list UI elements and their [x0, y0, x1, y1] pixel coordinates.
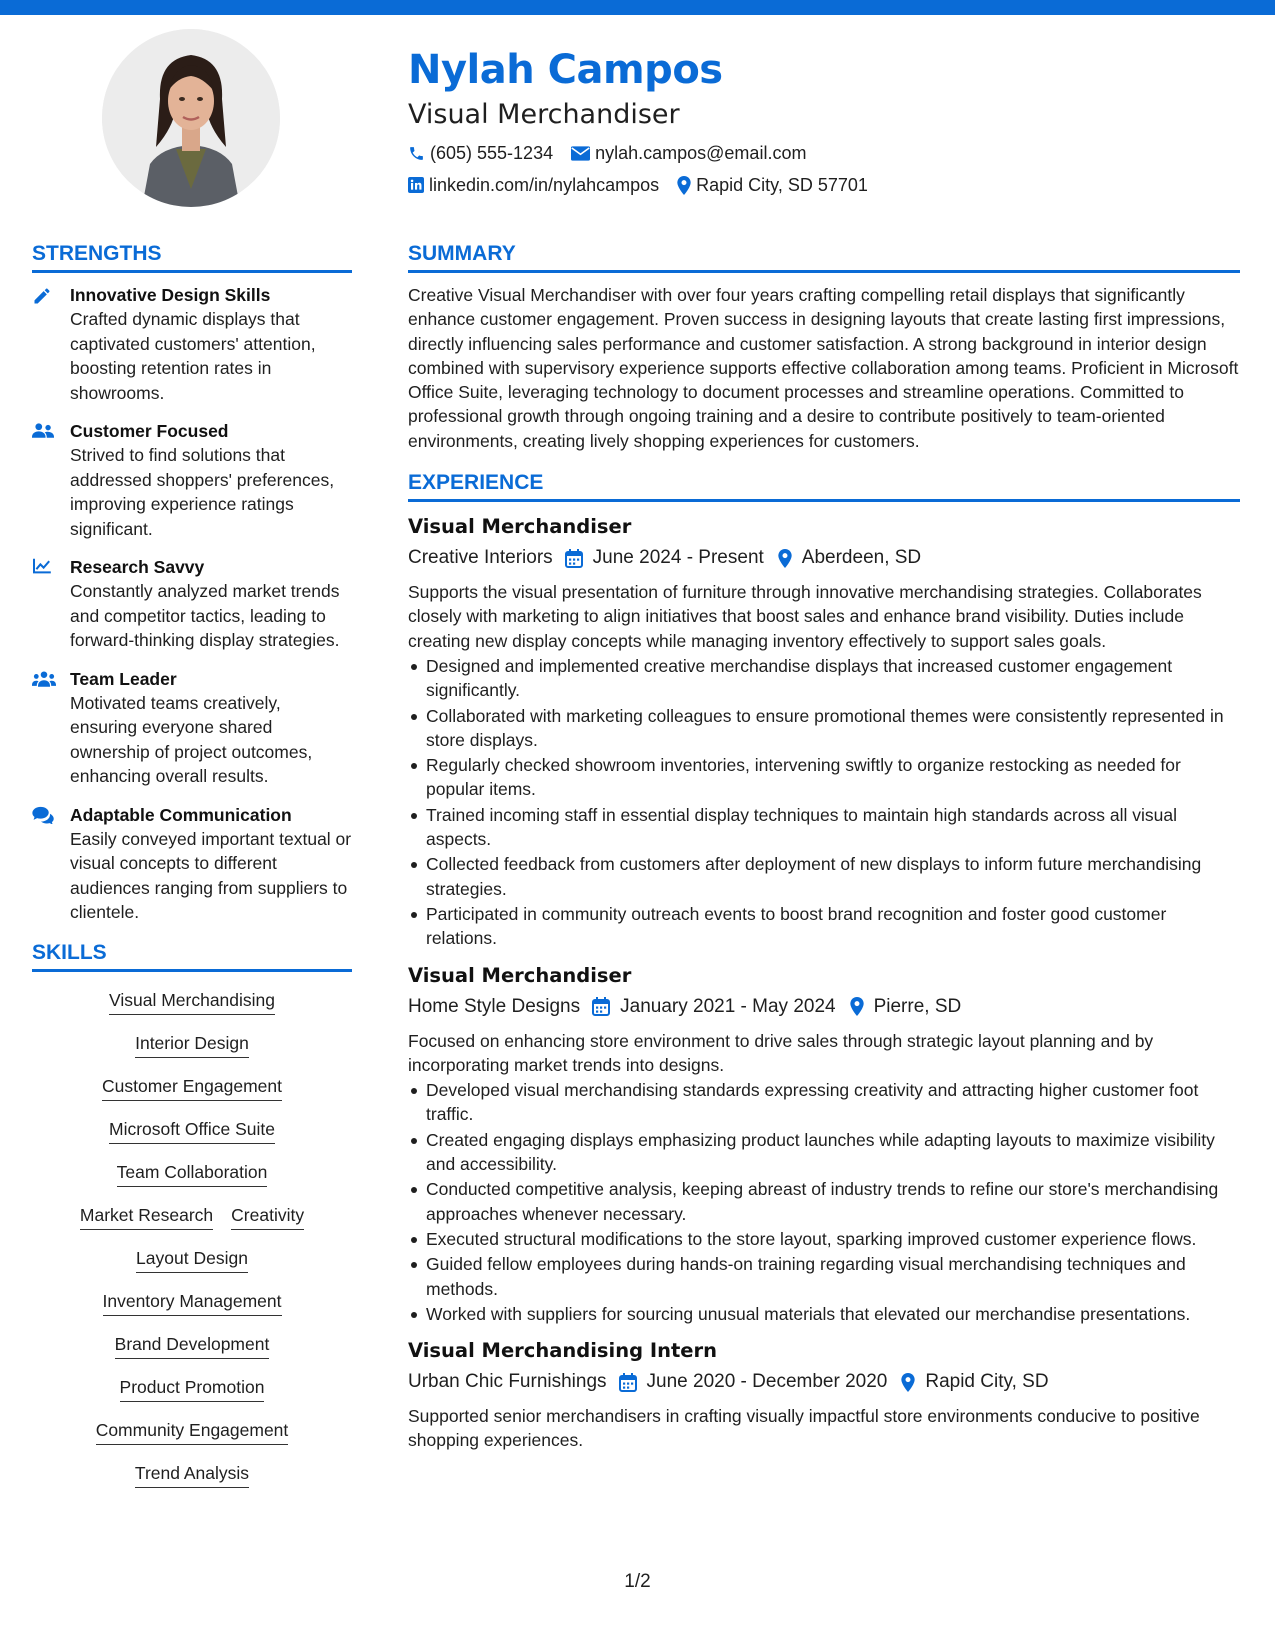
skill-tag: Community Engagement: [96, 1410, 289, 1445]
left-column: [32, 240, 352, 1496]
strength-item: [32, 419, 352, 541]
summary-heading: SUMMARY: [408, 240, 1240, 273]
linkedin-icon: [408, 177, 424, 193]
contact-location: [677, 170, 868, 200]
list-item: Collaborated with marketing colleagues to ensure promotional themes were consistently represented in store displays.: [408, 704, 1240, 753]
list-item: Participated in community outreach events to boost brand recognition and foster good customer relations.: [408, 902, 1240, 951]
contact-row-2: [408, 170, 1238, 200]
job-company: Urban Chic Furnishings: [408, 1371, 607, 1393]
strength-desc: Easily conveyed important textual or visual concepts to different audiences ranging from suppliers to clientele.: [70, 828, 352, 922]
envelope-icon: [571, 146, 590, 161]
strength-title: Customer Focused: [70, 421, 229, 441]
contact-email[interactable]: [571, 138, 806, 168]
page-number: 1/2: [624, 1571, 651, 1592]
skill-tag: Interior Design: [135, 1023, 249, 1058]
job-company: Home Style Designs: [408, 995, 581, 1017]
email-address[interactable]: nylah.campos@email.com: [595, 143, 807, 163]
list-item: Regularly checked showroom inventories, intervening swiftly to organize restocking as needed for popular items.: [408, 753, 1240, 802]
list-item: Created engaging displays emphasizing product launches while adapting layouts to maximize visibility and accessibility.: [408, 1128, 1240, 1177]
skill-tag: Visual Merchandising: [109, 980, 275, 1015]
pencil-icon: [32, 286, 52, 306]
map-pin-icon: [901, 1373, 915, 1392]
skill-tag: Market Research: [80, 1195, 213, 1230]
list-item: Collected feedback from customers after deployment of new displays to inform future merchandising strategies.: [408, 852, 1240, 901]
strength-item: [32, 803, 352, 925]
strength-desc: Crafted dynamic displays that captivated customers' attention, boosting retention rates in showrooms.: [70, 309, 316, 403]
strength-item: [32, 667, 352, 789]
team-icon: [32, 670, 56, 688]
job-location: Pierre, SD: [873, 995, 962, 1017]
job-dates: June 2020 - December 2020: [646, 1371, 888, 1393]
strength-title: Adaptable Communication: [70, 804, 292, 825]
job-entry: [408, 1336, 1240, 1453]
candidate-name: Nylah Campos: [408, 47, 723, 93]
job-title: Visual Merchandiser: [408, 963, 632, 987]
job-bullets: [408, 1078, 1240, 1326]
job-company: Creative Interiors: [408, 547, 553, 569]
map-pin-icon: [677, 176, 691, 195]
job-description: Supported senior merchandisers in crafting visually impactful store environments conducive to positive shopping experiences.: [408, 1406, 1200, 1451]
strengths-heading: STRENGTHS: [32, 240, 352, 273]
skill-tag: Product Promotion: [120, 1367, 265, 1402]
summary-text: Creative Visual Merchandiser with over four years crafting compelling retail displays that significantly enhance customer engagement. Proven success in designing layouts that create lasting first impressions, directly influencing sales performance and customer satisfaction. A strong background in interior design combined with supervisory experience supports effective collaboration among teams. Proficient in Microsoft Office Suite, leveraging technology to document processes and streamline operations. Committed to professional growth through ongoing training and a desire to contribute positively to team-oriented environments, creating lively shopping experiences for customers.: [408, 285, 1239, 451]
chart-line-icon: [32, 558, 52, 574]
candidate-title: Visual Merchandiser: [408, 99, 680, 130]
skill-tag: Inventory Management: [103, 1281, 282, 1316]
job-title: Visual Merchandising Intern: [408, 1339, 718, 1363]
job-location: Aberdeen, SD: [801, 547, 922, 569]
profile-photo: [102, 29, 280, 207]
phone-icon: [408, 145, 425, 162]
skill-list: [32, 980, 352, 1496]
skills-section: [32, 939, 352, 1496]
strength-item: [32, 555, 352, 653]
list-item: Executed structural modifications to the store layout, sparking improved customer experience flows.: [408, 1227, 1240, 1251]
linkedin-url[interactable]: linkedin.com/in/nylahcampos: [429, 175, 660, 195]
skill-tag: Creativity: [231, 1195, 304, 1230]
calendar-icon: [592, 997, 610, 1016]
map-pin-icon: [778, 549, 792, 568]
strength-title: Team Leader: [70, 668, 177, 689]
job-location: Rapid City, SD: [925, 1371, 1049, 1393]
list-item: Designed and implemented creative merchandise displays that increased customer engagement significantly.: [408, 654, 1240, 703]
skill-tag: Team Collaboration: [117, 1152, 268, 1187]
job-dates: January 2021 - May 2024: [620, 995, 836, 1017]
users-icon: [32, 422, 54, 440]
job-meta: [408, 542, 1240, 574]
resume-header: [408, 44, 1238, 200]
strength-desc: Constantly analyzed market trends and competitor tactics, leading to forward-thinking display strategies.: [70, 581, 340, 650]
contact-linkedin[interactable]: [408, 170, 659, 200]
job-entry: [408, 512, 1240, 950]
list-item: Worked with suppliers for sourcing unusual materials that elevated our merchandise presentations.: [408, 1302, 1240, 1326]
job-title: Visual Merchandiser: [408, 515, 632, 539]
job-bullets: [408, 654, 1240, 951]
job-entry: [408, 961, 1240, 1327]
skill-tag: Trend Analysis: [135, 1453, 249, 1488]
skill-tag: Brand Development: [115, 1324, 270, 1359]
list-item: Developed visual merchandising standards expressing creativity and attracting higher customer foot traffic.: [408, 1078, 1240, 1127]
skill-tag: Layout Design: [136, 1238, 248, 1273]
list-item: Guided fellow employees during hands-on training regarding visual merchandising techniques and methods.: [408, 1252, 1240, 1301]
location-text: Rapid City, SD 57701: [696, 175, 868, 195]
right-column: [408, 240, 1240, 1463]
phone-number: (605) 555-1234: [430, 143, 554, 163]
job-dates: June 2024 - Present: [592, 547, 764, 569]
list-item: Conducted competitive analysis, keeping abreast of industry trends to refine our store's merchandising approaches whenever necessary.: [408, 1177, 1240, 1226]
top-accent-bar: [0, 0, 1275, 15]
strength-item: [32, 283, 352, 405]
skill-tag: Customer Engagement: [102, 1066, 282, 1101]
comments-icon: [32, 806, 54, 824]
experience-heading: EXPERIENCE: [408, 469, 1240, 502]
job-description: Supports the visual presentation of furniture through innovative merchandising strategies. Collaborates closely with marketing to align initiatives that boost sales and enhance brand visibility. Duties include creating new display concepts while managing inventory effectively to support sales goals.: [408, 582, 1202, 651]
strength-desc: Motivated teams creatively, ensuring everyone shared ownership of project outcomes, enhancing overall results.: [70, 692, 313, 786]
strength-title: Research Savvy: [70, 557, 205, 577]
skill-tag: Microsoft Office Suite: [109, 1109, 275, 1144]
job-meta: [408, 991, 1240, 1023]
job-description: Focused on enhancing store environment to drive sales through strategic layout planning and by incorporating market trends into designs.: [408, 1030, 1154, 1075]
contact-row-1: [408, 138, 1238, 168]
job-meta: [408, 1366, 1240, 1398]
calendar-icon: [619, 1373, 637, 1392]
calendar-icon: [565, 549, 583, 568]
list-item: Trained incoming staff in essential display techniques to maintain high standards across all visual aspects.: [408, 803, 1240, 852]
skills-heading: SKILLS: [32, 939, 352, 972]
strength-title: Innovative Design Skills: [70, 285, 271, 305]
map-pin-icon: [850, 997, 864, 1016]
strength-desc: Strived to find solutions that addressed shoppers' preferences, improving experience ratings significant.: [70, 445, 335, 539]
contact-phone: [408, 138, 553, 168]
